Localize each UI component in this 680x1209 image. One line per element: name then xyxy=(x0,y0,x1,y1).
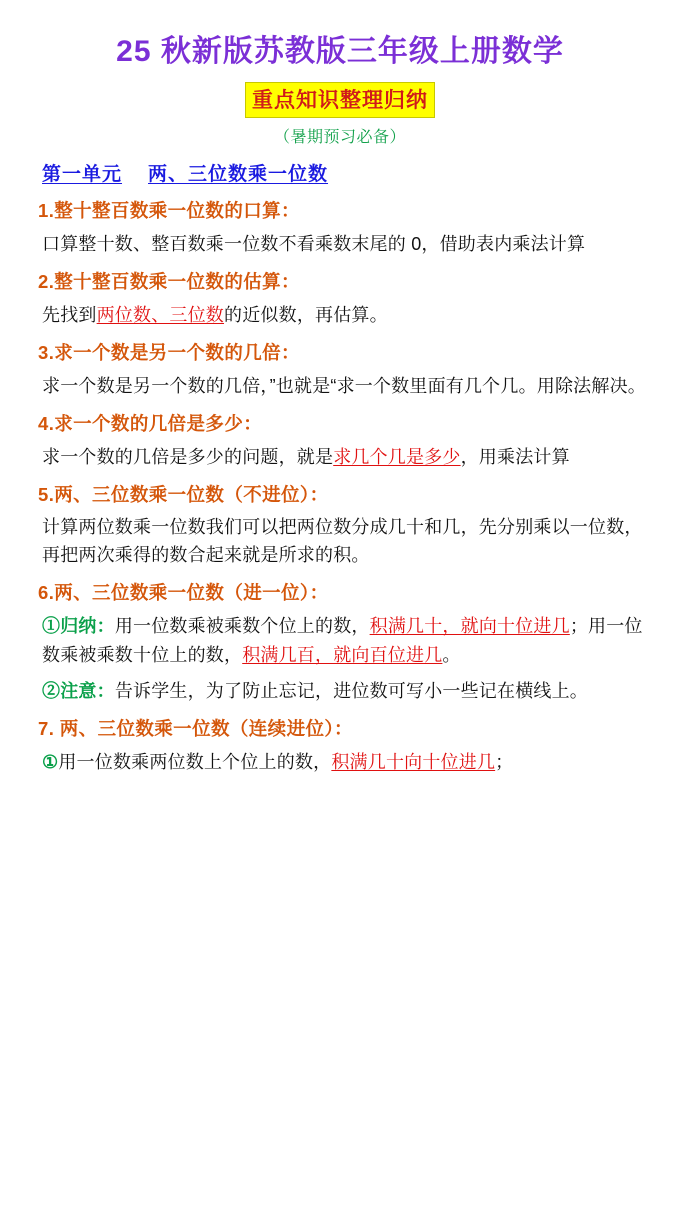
section-6-item-1 xyxy=(42,612,652,670)
section-7-item-1-marker: ① xyxy=(42,752,59,773)
note-text: （暑期预习必备） xyxy=(273,129,406,146)
page-title: 25 秋新版苏教版三年级上册数学 xyxy=(116,35,564,68)
section-body-5: 计算两位数乘一位数我们可以把两位数分成几十和几，先分别乘以一位数，再把两次乘得的数合起来就是所求的积。 xyxy=(42,517,643,565)
unit-heading-left: 第一单元 xyxy=(42,164,123,185)
section-body-3: 求一个数是另一个数的几倍，”也就是“求一个数里面有几个几。用除法解决。 xyxy=(42,375,646,396)
section-6-item-1-text-1: 用一位数乘被乘数个位上的数， xyxy=(114,615,370,636)
section-body-1: 口算整十数、整百数乘一位数不看乘数末尾的 0，借助表内乘法计算 xyxy=(42,233,586,254)
section-heading-6: 6.两、三位数乘一位数（进一位）： xyxy=(38,581,329,603)
section-6-item-1-highlight-1: 积满几十，就向十位进几 xyxy=(369,615,570,636)
section-7-item-1-highlight-1: 积满几十向十位进几 xyxy=(331,752,496,773)
section-7-item-1-text-2: ； xyxy=(495,752,514,773)
section-6-item-2 xyxy=(42,677,652,706)
subtitle-highlight: 重点知识整理归纳 xyxy=(245,82,435,118)
unit-heading xyxy=(42,159,652,186)
subtitle-container xyxy=(28,82,652,118)
section-body-2-highlight: 两位数、三位数 xyxy=(96,304,225,325)
section-6-item-1-text-3: 。 xyxy=(442,644,461,665)
section-body-4-suffix: ，用乘法计算 xyxy=(460,447,570,468)
section-heading-7: 7. 两、三位数乘一位数（连续进位）： xyxy=(38,718,353,740)
section-body-2-prefix: 先找到 xyxy=(42,304,97,325)
section-heading-1: 1.整十整百数乘一位数的口算： xyxy=(38,200,300,221)
section-heading-3: 3.求一个数是另一个数的几倍： xyxy=(38,342,300,364)
section-6-item-1-marker: ①归纳： xyxy=(42,615,115,636)
section-body-2-suffix: 的近似数，再估算。 xyxy=(224,304,388,325)
section-body-4-highlight: 求几个几是多少 xyxy=(333,447,461,468)
section-7-item-1-text-1: 用一位数乘两位数上个位上的数， xyxy=(58,752,332,773)
unit-heading-right: 两、三位数乘一位数 xyxy=(148,164,329,185)
section-6-item-2-text: 告诉学生，为了防止忘记，进位数可写小一些记在横线上。 xyxy=(114,681,589,702)
section-heading-4: 4.求一个数的几倍是多少： xyxy=(38,413,263,435)
section-heading-2: 2.整十整百数乘一位数的估算： xyxy=(38,271,300,293)
section-7-item-1 xyxy=(42,748,652,777)
section-heading-5: 5.两、三位数乘一位数（不进位）： xyxy=(38,484,329,506)
section-body-4 xyxy=(42,443,652,472)
section-6-item-1-text-2: ；用一位数乘被乘数十位上的数， xyxy=(42,615,643,665)
section-6-item-1-highlight-2: 积满几百，就向百位进几 xyxy=(242,644,443,665)
section-6-item-2-marker: ②注意： xyxy=(42,681,115,702)
section-body-2 xyxy=(42,301,652,330)
section-body-4-prefix: 求一个数的几倍是多少的问题，就是 xyxy=(42,447,334,468)
